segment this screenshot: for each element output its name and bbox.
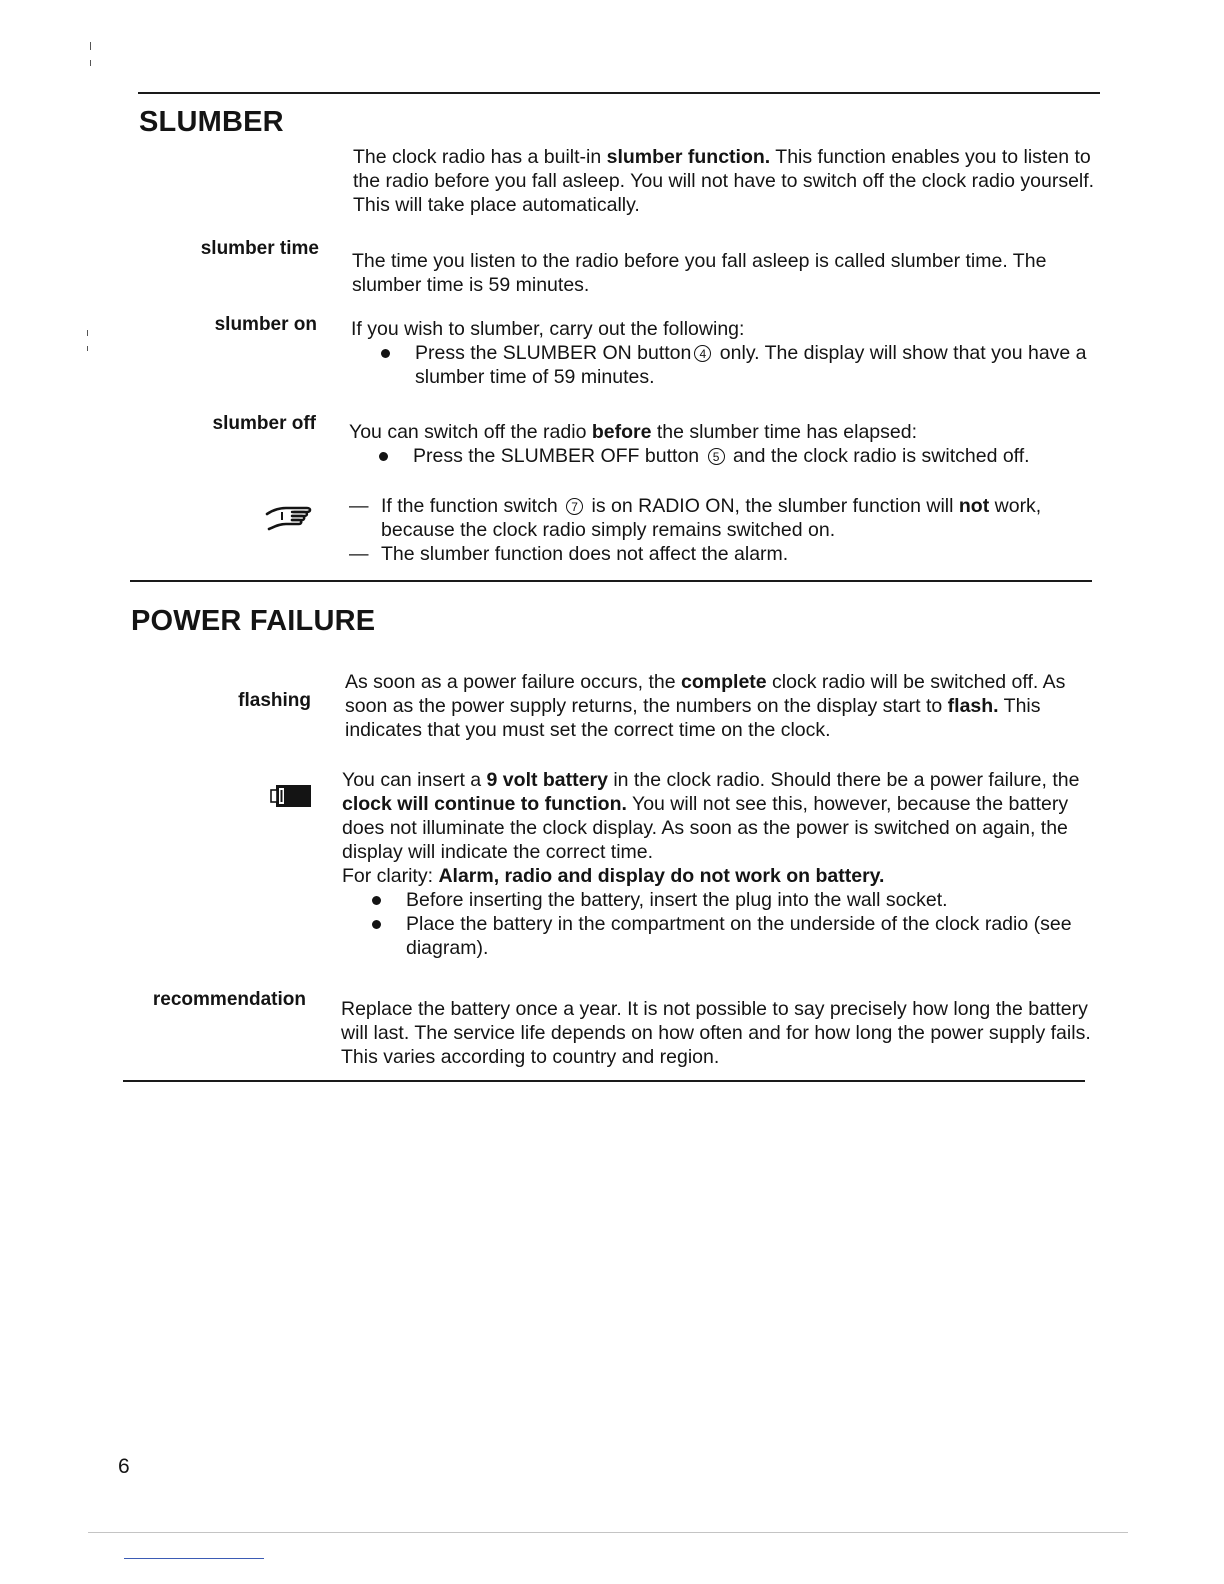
bottom-rule [123,1080,1085,1082]
pointing-hand-icon [264,500,316,534]
middle-rule [130,580,1092,582]
scan-mark [90,42,91,50]
slumber-intro: The clock radio has a built-in slumber function. This function enables you to listen to the radio before you fall asleep. You will not have to switch off the clock radio yourself. This will take place automatically. [353,146,1095,216]
side-label-slumber-on: slumber on [214,314,317,335]
slumber-off-bullet: Press the SLUMBER OFF button 5 and the clock radio is switched off. [349,444,1101,468]
slumber-off-intro: You can switch off the radio before the slumber time has elapsed: [349,421,917,443]
slumber-time-text: The time you listen to the radio before you fall asleep is called slumber time. The slumber time is 59 minutes. [352,250,1047,296]
side-label-slumber-off: slumber off [212,413,316,434]
scan-mark [90,60,91,66]
page-number: 6 [118,1455,130,1478]
side-label-flashing: flashing [238,690,311,711]
scan-mark [87,330,88,336]
slumber-on-bullet: Press the SLUMBER ON button 4 only. The display will show that you have a slumber time of 59 minutes. [351,341,1101,389]
slumber-on-block [351,317,1101,389]
scan-mark [87,346,88,351]
button-number-7: 7 [566,498,583,515]
battery-bullet-2: Place the battery in the compartment on the underside of the clock radio (see diagram). [342,912,1094,960]
scan-mark [124,1558,264,1559]
note-alarm: — The slumber function does not affect the alarm. [349,542,1101,566]
battery-clarity: For clarity: Alarm, radio and display do not work on battery. [342,865,885,887]
slumber-off-block [349,420,1101,468]
battery-text: You can insert a 9 volt battery in the clock radio. Should there be a power failure, the clock will continue to function. You will not see this, however, because the battery does not illuminate the clock display. As soon as the power is switched on again, the display will indicate the correct time. [342,769,1080,863]
button-number-5: 5 [708,448,725,465]
top-rule [138,92,1100,94]
section-title-slumber: SLUMBER [139,106,284,138]
scan-mark [88,1532,1128,1533]
note-function-switch: — If the function switch 7 is on RADIO ON, the slumber function will not work, because the clock radio simply remains switched on. [349,494,1101,542]
flashing-text: As soon as a power failure occurs, the complete clock radio will be switched off. As soon as the power supply returns, the numbers on the display start to flash. This indicates that you must set the correct time on the clock. [345,671,1066,741]
button-number-4: 4 [694,345,711,362]
section-title-power-failure: POWER FAILURE [131,605,376,637]
side-label-recommendation: recommendation [152,989,306,1010]
side-label-slumber-time: slumber time [200,238,319,259]
slumber-on-intro: If you wish to slumber, carry out the following: [351,318,745,340]
slumber-notes [349,494,1101,566]
recommendation-text: Replace the battery once a year. It is not possible to say precisely how long the battery will last. The service life depends on how often and for how long the power supply fails. This varies according to country and region. [341,998,1091,1068]
battery-block [342,768,1094,960]
battery-bullet-1: Before inserting the battery, insert the plug into the wall socket. [342,888,1094,912]
battery-icon [270,784,312,808]
